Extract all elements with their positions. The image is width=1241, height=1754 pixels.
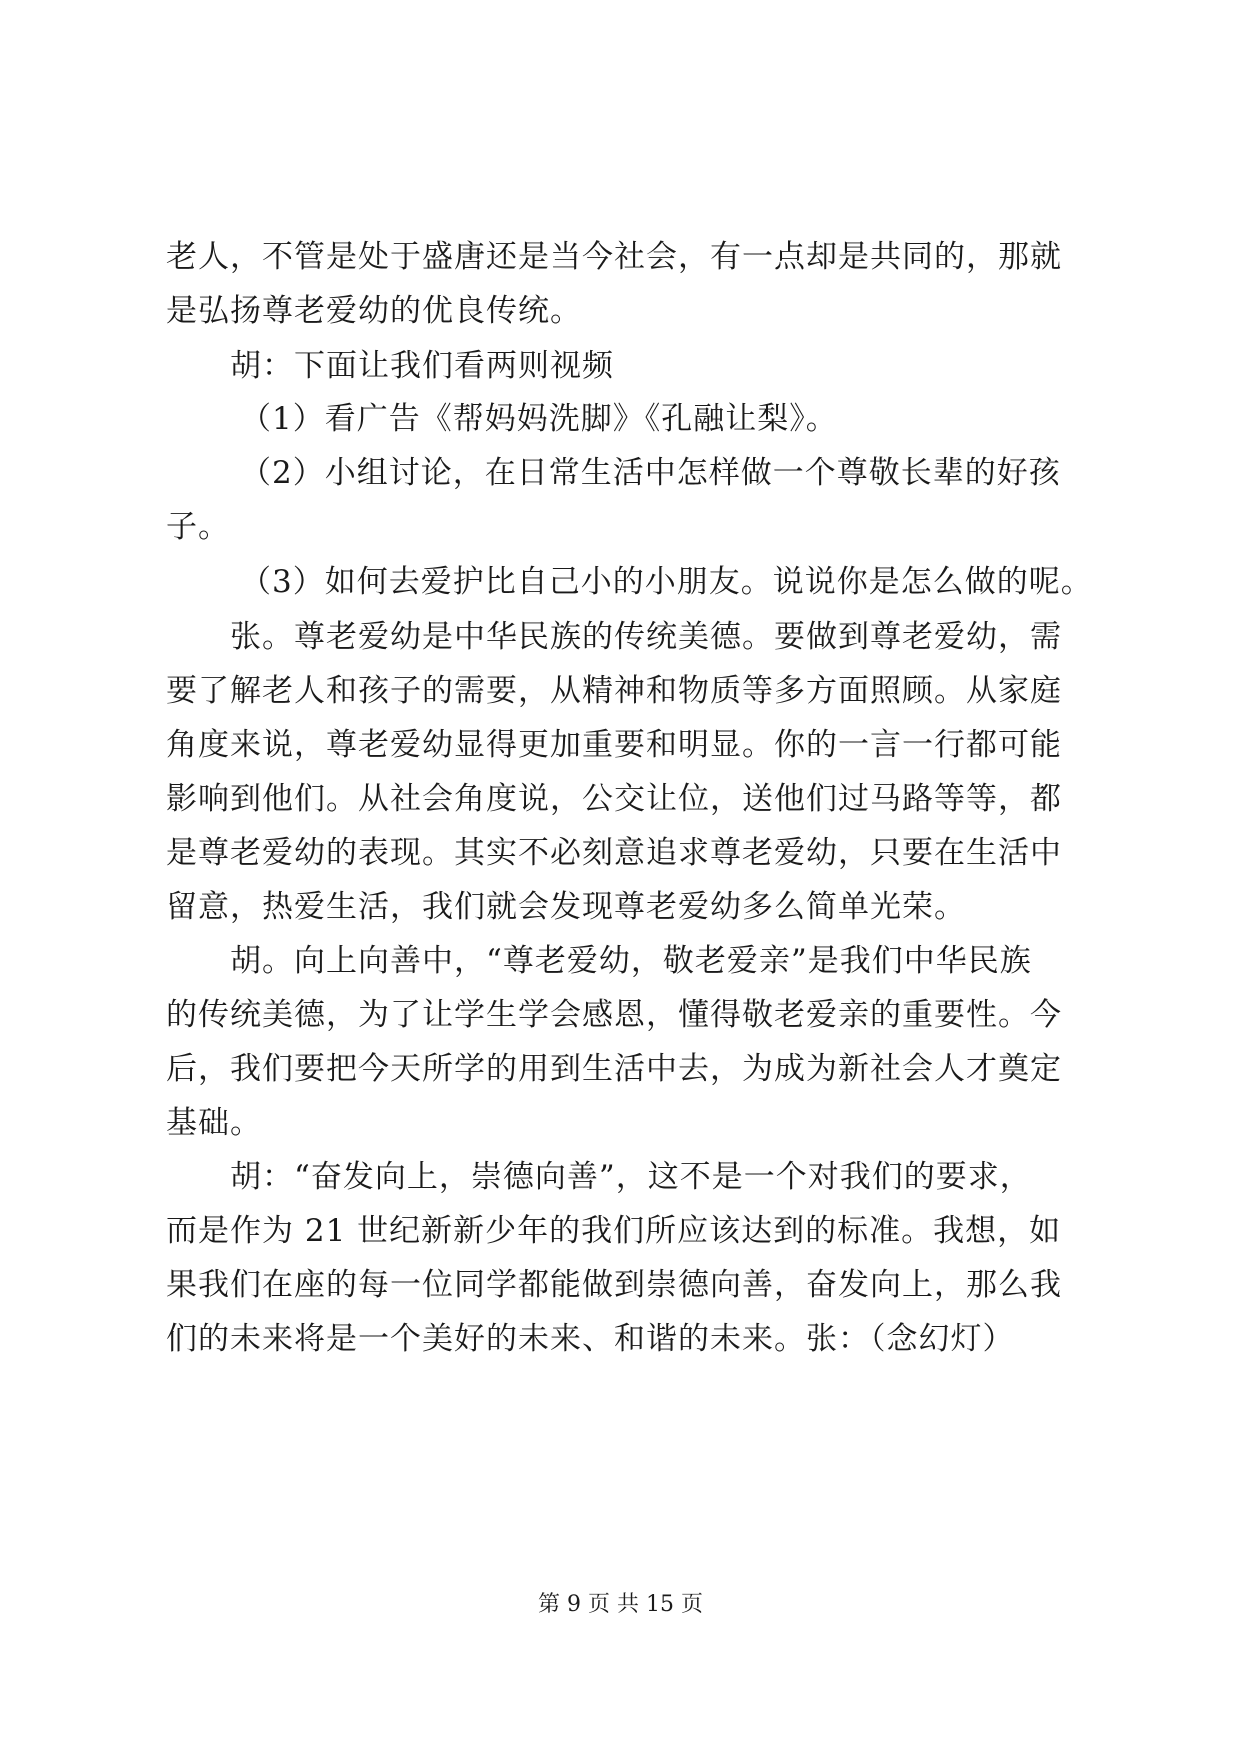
text-line: 是弘扬尊老爱幼的优良传统。 [166, 293, 582, 329]
page-number-footer: 第 9 页 共 15 页 [538, 1592, 703, 1617]
text-line: 影响到他们。从社会角度说，公交让位，送他们过马路等等，都 [166, 781, 1062, 817]
text-line: 而是作为 21 世纪新新少年的我们所应该达到的标准。我想，如 [166, 1213, 1062, 1249]
text-line: 是尊老爱幼的表现。其实不必刻意追求尊老爱幼，只要在生活中 [166, 835, 1062, 871]
text-line: 基础。 [166, 1105, 262, 1141]
text-line: （1）看广告《帮妈妈洗脚》《孔融让梨》。 [240, 401, 838, 437]
text-line: 的传统美德，为了让学生学会感恩，懂得敬老爱亲的重要性。今 [166, 997, 1062, 1033]
text-line: 张。尊老爱幼是中华民族的传统美德。要做到尊老爱幼，需 [230, 619, 1062, 655]
text-line: 胡。向上向善中，“尊老爱幼，敬老爱亲”是我们中华民族 [230, 943, 1032, 979]
text-line: 要了解老人和孩子的需要，从精神和物质等多方面照顾。从家庭 [166, 673, 1062, 709]
text-line: 老人，不管是处于盛唐还是当今社会，有一点却是共同的，那就 [166, 239, 1062, 275]
text-line: 后，我们要把今天所学的用到生活中去，为成为新社会人才奠定 [166, 1051, 1062, 1087]
text-line: 角度来说，尊老爱幼显得更加重要和明显。你的一言一行都可能 [166, 727, 1062, 763]
text-line: （3）如何去爱护比自己小的小朋友。说说你是怎么做的呢。 [240, 564, 1093, 600]
text-line: （2）小组讨论，在日常生活中怎样做一个尊敬长辈的好孩 [240, 455, 1061, 491]
text-line: 果我们在座的每一位同学都能做到崇德向善，奋发向上，那么我 [166, 1267, 1062, 1303]
text-line: 胡：下面让我们看两则视频 [230, 348, 614, 384]
text-line: 留意，热爱生活，我们就会发现尊老爱幼多么简单光荣。 [166, 889, 966, 925]
text-line: 子。 [166, 509, 230, 545]
text-line: 们的未来将是一个美好的未来、和谐的未来。张：（念幻灯） [166, 1321, 1015, 1357]
text-line: 胡：“奋发向上，崇德向善”，这不是一个对我们的要求， [230, 1159, 1032, 1195]
